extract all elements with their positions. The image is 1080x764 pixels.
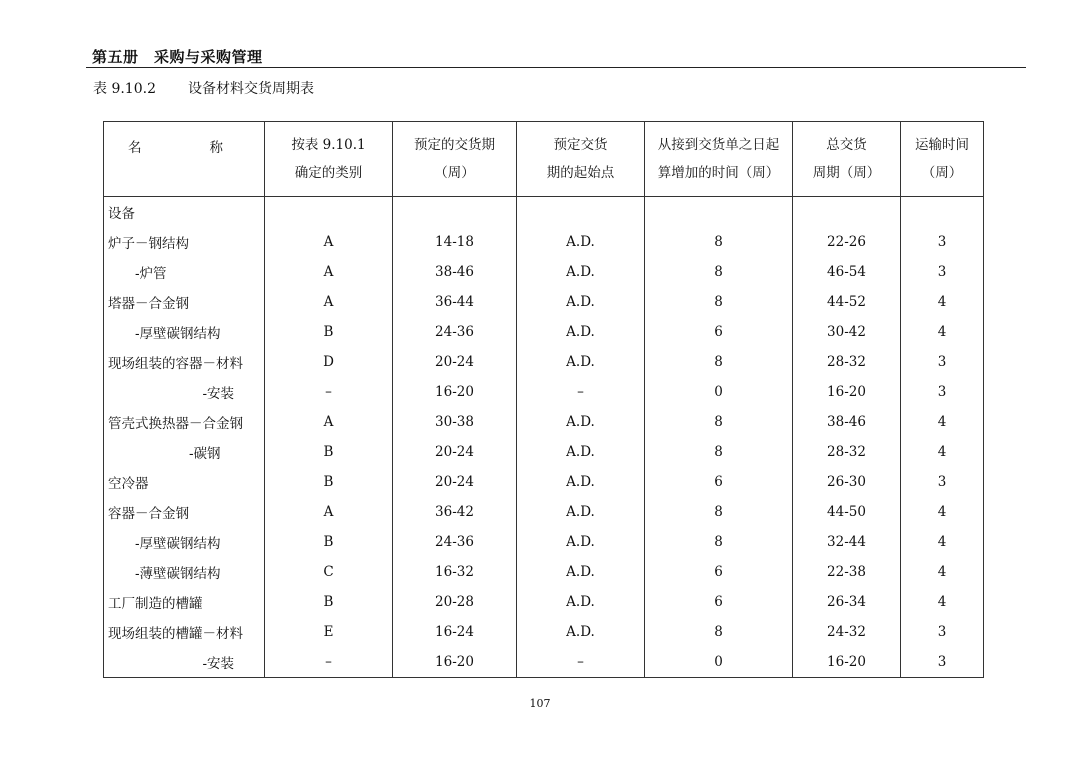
cell-category: B	[265, 317, 393, 347]
header-category-line1: 按表 9.10.1	[291, 137, 366, 153]
cell-start: –	[517, 647, 645, 678]
cell-start: A.D.	[517, 287, 645, 317]
cell-total: 26-34	[793, 587, 901, 617]
cell-period: 16-32	[393, 557, 517, 587]
cell-total: 38-46	[793, 407, 901, 437]
cell-total: 28-32	[793, 347, 901, 377]
cell-added: 8	[645, 257, 793, 287]
cell-category: A	[265, 227, 393, 257]
header-period-line2: （周）	[434, 165, 475, 181]
cell-transport	[901, 197, 984, 228]
cell-category: A	[265, 257, 393, 287]
cell-period: 20-28	[393, 587, 517, 617]
cell-period	[393, 197, 517, 228]
cell-added: 8	[645, 437, 793, 467]
cell-total: 44-50	[793, 497, 901, 527]
table-row	[104, 197, 984, 228]
cell-added	[645, 197, 793, 228]
cell-name: 容器－合金钢	[104, 497, 265, 527]
header-name-right: 称	[209, 140, 223, 156]
cell-start: A.D.	[517, 467, 645, 497]
cell-name: -薄壁碳钢结构	[104, 557, 265, 587]
cell-name: 管壳式换热器－合金钢	[104, 407, 265, 437]
cell-name: 设备	[104, 197, 265, 228]
cell-name: -厚壁碳钢结构	[104, 317, 265, 347]
table-row	[104, 467, 984, 497]
cell-period: 20-24	[393, 467, 517, 497]
cell-category: –	[265, 647, 393, 678]
cell-period: 24-36	[393, 527, 517, 557]
cell-added: 8	[645, 407, 793, 437]
cell-period: 20-24	[393, 347, 517, 377]
cell-added: 0	[645, 377, 793, 407]
table-row	[104, 617, 984, 647]
cell-category: C	[265, 557, 393, 587]
page-number: 107	[529, 697, 551, 710]
cell-start	[517, 197, 645, 228]
cell-total: 44-52	[793, 287, 901, 317]
table-row	[104, 227, 984, 257]
cell-period: 24-36	[393, 317, 517, 347]
cell-name: -安装	[104, 377, 265, 407]
header-added-line1: 从接到交货单之日起	[657, 137, 780, 153]
header-added	[645, 122, 793, 197]
cell-transport: 4	[901, 407, 984, 437]
table-row	[104, 257, 984, 287]
header-start-line2: 期的起始点	[546, 165, 615, 181]
cell-name: -安装	[104, 647, 265, 678]
cell-transport: 4	[901, 527, 984, 557]
cell-transport: 4	[901, 317, 984, 347]
cell-period: 14-18	[393, 227, 517, 257]
cell-total: 16-20	[793, 647, 901, 678]
cell-start: A.D.	[517, 227, 645, 257]
table-row	[104, 647, 984, 678]
header-name	[104, 122, 265, 197]
cell-name: -碳钢	[104, 437, 265, 467]
header-start-line1: 预定交货	[553, 137, 608, 153]
cell-transport: 4	[901, 437, 984, 467]
cell-transport: 3	[901, 617, 984, 647]
table-body	[104, 197, 984, 678]
cell-category: E	[265, 617, 393, 647]
cell-added: 6	[645, 317, 793, 347]
table-row	[104, 377, 984, 407]
cell-start: A.D.	[517, 587, 645, 617]
cell-total	[793, 197, 901, 228]
cell-added: 6	[645, 467, 793, 497]
cell-period: 36-42	[393, 497, 517, 527]
cell-name: -炉管	[104, 257, 265, 287]
header-period-line1: 预定的交货期	[414, 137, 495, 153]
cell-period: 16-20	[393, 647, 517, 678]
header-added-line2: 算增加的时间（周）	[657, 165, 780, 181]
header-total-line1: 总交货	[826, 137, 867, 153]
table-caption	[93, 78, 314, 98]
cell-total: 28-32	[793, 437, 901, 467]
cell-transport: 3	[901, 647, 984, 678]
cell-start: A.D.	[517, 527, 645, 557]
cell-total: 22-38	[793, 557, 901, 587]
cell-total: 46-54	[793, 257, 901, 287]
cell-period: 36-44	[393, 287, 517, 317]
cell-category: A	[265, 497, 393, 527]
cell-transport: 4	[901, 587, 984, 617]
header-name-left: 名	[128, 140, 142, 156]
header-divider	[86, 67, 1026, 68]
cell-name: 炉子－钢结构	[104, 227, 265, 257]
header-total	[793, 122, 901, 197]
cell-transport: 4	[901, 497, 984, 527]
cell-added: 8	[645, 617, 793, 647]
cell-total: 30-42	[793, 317, 901, 347]
chapter-title: 第五册 采购与采购管理	[92, 48, 263, 66]
cell-transport: 4	[901, 287, 984, 317]
cell-category: B	[265, 467, 393, 497]
cell-added: 6	[645, 557, 793, 587]
cell-name: 现场组装的容器－材料	[104, 347, 265, 377]
cell-added: 8	[645, 347, 793, 377]
cell-transport: 3	[901, 467, 984, 497]
cell-start: A.D.	[517, 497, 645, 527]
header-start	[517, 122, 645, 197]
cell-category: B	[265, 437, 393, 467]
cell-start: A.D.	[517, 557, 645, 587]
table-row	[104, 287, 984, 317]
cell-total: 32-44	[793, 527, 901, 557]
cell-period: 30-38	[393, 407, 517, 437]
table-row	[104, 557, 984, 587]
cell-category: B	[265, 527, 393, 557]
cell-total: 24-32	[793, 617, 901, 647]
cell-start: A.D.	[517, 317, 645, 347]
cell-category: D	[265, 347, 393, 377]
cell-start: A.D.	[517, 437, 645, 467]
cell-start: –	[517, 377, 645, 407]
cell-transport: 3	[901, 227, 984, 257]
cell-added: 8	[645, 497, 793, 527]
header-category	[265, 122, 393, 197]
cell-start: A.D.	[517, 617, 645, 647]
cell-transport: 4	[901, 557, 984, 587]
cell-added: 8	[645, 527, 793, 557]
cell-period: 38-46	[393, 257, 517, 287]
table-row	[104, 317, 984, 347]
cell-period: 16-24	[393, 617, 517, 647]
header-transport-line1: 运输时间	[915, 137, 969, 153]
cell-added: 8	[645, 227, 793, 257]
cell-period: 20-24	[393, 437, 517, 467]
cell-category: B	[265, 587, 393, 617]
cell-name: 工厂制造的槽罐	[104, 587, 265, 617]
cell-category: –	[265, 377, 393, 407]
cell-transport: 3	[901, 257, 984, 287]
delivery-period-table	[103, 121, 984, 678]
cell-name: -厚壁碳钢结构	[104, 527, 265, 557]
cell-total: 22-26	[793, 227, 901, 257]
cell-category: A	[265, 287, 393, 317]
cell-period: 16-20	[393, 377, 517, 407]
cell-start: A.D.	[517, 347, 645, 377]
table-row	[104, 527, 984, 557]
cell-added: 8	[645, 287, 793, 317]
table-row	[104, 347, 984, 377]
header-period	[393, 122, 517, 197]
cell-category: A	[265, 407, 393, 437]
cell-added: 6	[645, 587, 793, 617]
cell-name: 现场组装的槽罐－材料	[104, 617, 265, 647]
table-number: 表 9.10.2	[93, 81, 156, 97]
cell-added: 0	[645, 647, 793, 678]
cell-start: A.D.	[517, 257, 645, 287]
cell-total: 26-30	[793, 467, 901, 497]
cell-start: A.D.	[517, 407, 645, 437]
table-header-row	[104, 122, 984, 197]
header-transport-line2: （周）	[921, 165, 963, 181]
table-title: 设备材料交货周期表	[188, 81, 314, 97]
cell-name: 塔器－合金钢	[104, 287, 265, 317]
cell-name: 空冷器	[104, 467, 265, 497]
table-row	[104, 497, 984, 527]
header-transport	[901, 122, 984, 197]
header-category-line2: 确定的类别	[294, 165, 363, 181]
table-row	[104, 407, 984, 437]
cell-category	[265, 197, 393, 228]
cell-transport: 3	[901, 377, 984, 407]
cell-transport: 3	[901, 347, 984, 377]
table-row	[104, 587, 984, 617]
table-row	[104, 437, 984, 467]
header-total-line2: 周期（周）	[812, 165, 881, 181]
cell-total: 16-20	[793, 377, 901, 407]
